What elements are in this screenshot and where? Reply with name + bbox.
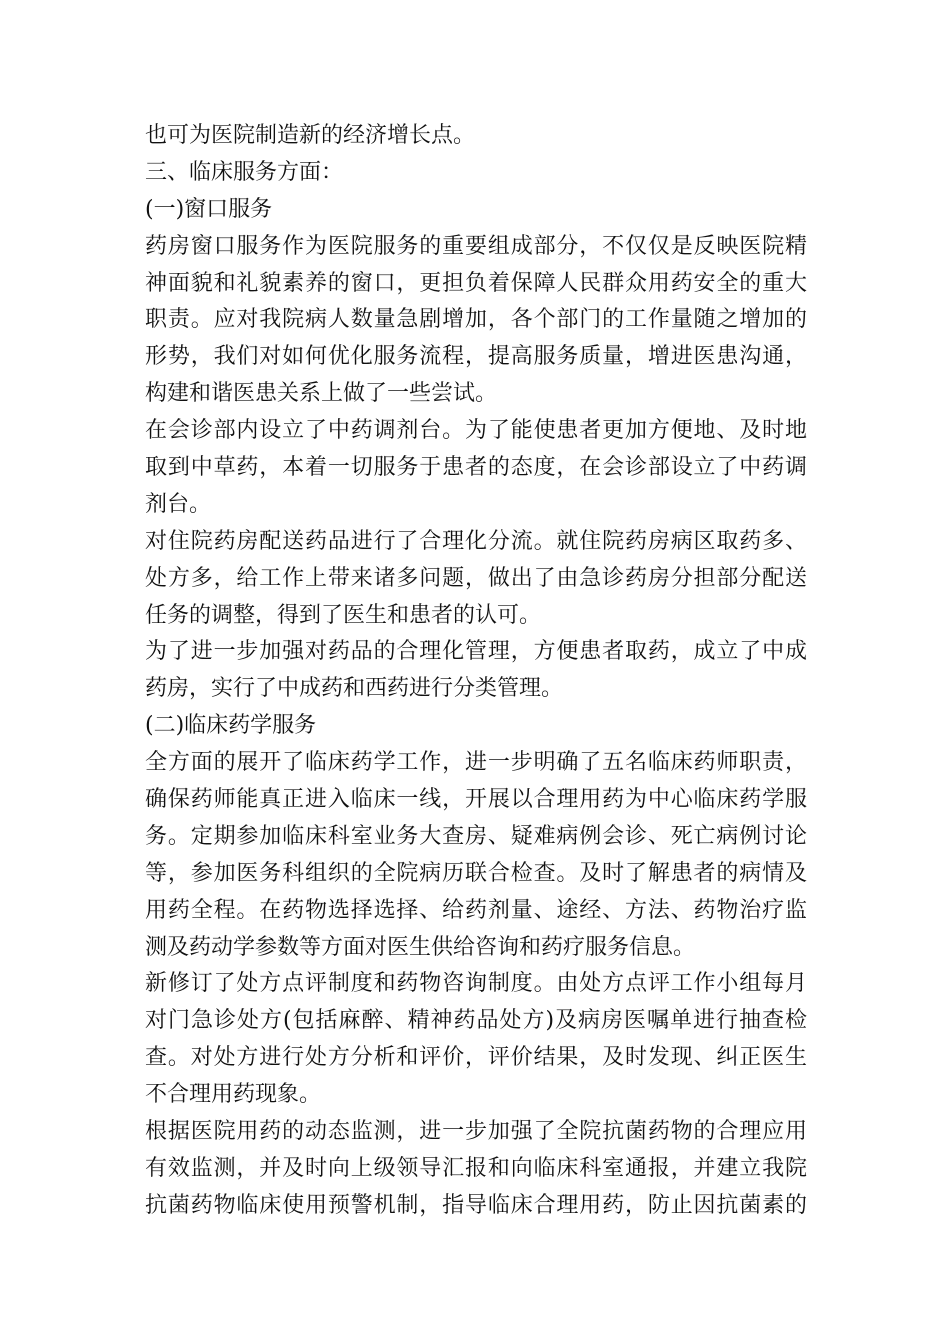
text-line: 对住院药房配送药品进行了合理化分流。就住院药房病区取药多、 <box>145 528 807 554</box>
text-line: 全方面的展开了临床药学工作，进一步明确了五名临床药师职责， <box>145 750 807 776</box>
text-line: 职责。应对我院病人数量急剧增加，各个部门的工作量随之增加的 <box>145 307 807 333</box>
text-line: 不合理用药现象。 <box>145 1082 322 1108</box>
text-line: 测及药动学参数等方面对医生供给咨询和药疗服务信息。 <box>145 934 696 960</box>
text-line: 抗菌药物临床使用预警机制，指导临床合理用药，防止因抗菌素的 <box>145 1192 807 1218</box>
text-line: 确保药师能真正进入临床一线，开展以合理用药为中心临床药学服 <box>145 787 807 813</box>
text-line: 新修订了处方点评制度和药物咨询制度。由处方点评工作小组每月 <box>145 971 807 997</box>
text-line: 在会诊部内设立了中药调剂台。为了能使患者更加方便地、及时地 <box>145 418 807 444</box>
text-line: 等，参加医务科组织的全院病历联合检查。及时了解患者的病情及 <box>145 860 807 886</box>
section-heading: 三、临床服务方面： <box>145 159 344 185</box>
document-page <box>145 118 807 1225</box>
text-line: 务。定期参加临床科室业务大查房、疑难病例会诊、死亡病例讨论 <box>145 823 807 849</box>
text-line: 查。对处方进行处方分析和评价，评价结果，及时发现、纠正医生 <box>145 1045 807 1071</box>
text-line: 取到中草药，本着一切服务于患者的态度，在会诊部设立了中药调 <box>145 455 807 481</box>
text-line: 为了进一步加强对药品的合理化管理，方便患者取药，成立了中成 <box>145 639 807 665</box>
text-line: 也可为医院制造新的经济增长点。 <box>145 123 476 148</box>
text-line: 神面貌和礼貌素养的窗口，更担负着保障人民群众用药安全的重大 <box>145 270 807 296</box>
text-line: 对门急诊处方(包括麻醉、精神药品处方)及病房医嘱单进行抽查检 <box>145 1008 807 1034</box>
text-line: 剂台。 <box>145 491 212 517</box>
text-line: 用药全程。在药物选择选择、给药剂量、途经、方法、药物治疗监 <box>145 897 807 923</box>
text-line: 药房，实行了中成药和西药进行分类管理。 <box>145 676 564 702</box>
subsection-heading: (一)窗口服务 <box>145 196 273 222</box>
text-line: 药房窗口服务作为医院服务的重要组成部分，不仅仅是反映医院精 <box>145 233 807 259</box>
text-line: 处方多，给工作上带来诸多问题，做出了由急诊药房分担部分配送 <box>145 565 807 591</box>
text-line: 任务的调整，得到了医生和患者的认可。 <box>145 602 542 628</box>
text-line: 有效监测，并及时向上级领导汇报和向临床科室通报，并建立我院 <box>145 1155 807 1181</box>
text-line: 根据医院用药的动态监测，进一步加强了全院抗菌药物的合理应用 <box>145 1119 807 1145</box>
text-line: 形势，我们对如何优化服务流程，提高服务质量，增进医患沟通， <box>145 344 807 370</box>
text-line: 构建和谐医患关系上做了一些尝试。 <box>145 381 498 407</box>
subsection-heading: (二)临床药学服务 <box>145 713 317 739</box>
